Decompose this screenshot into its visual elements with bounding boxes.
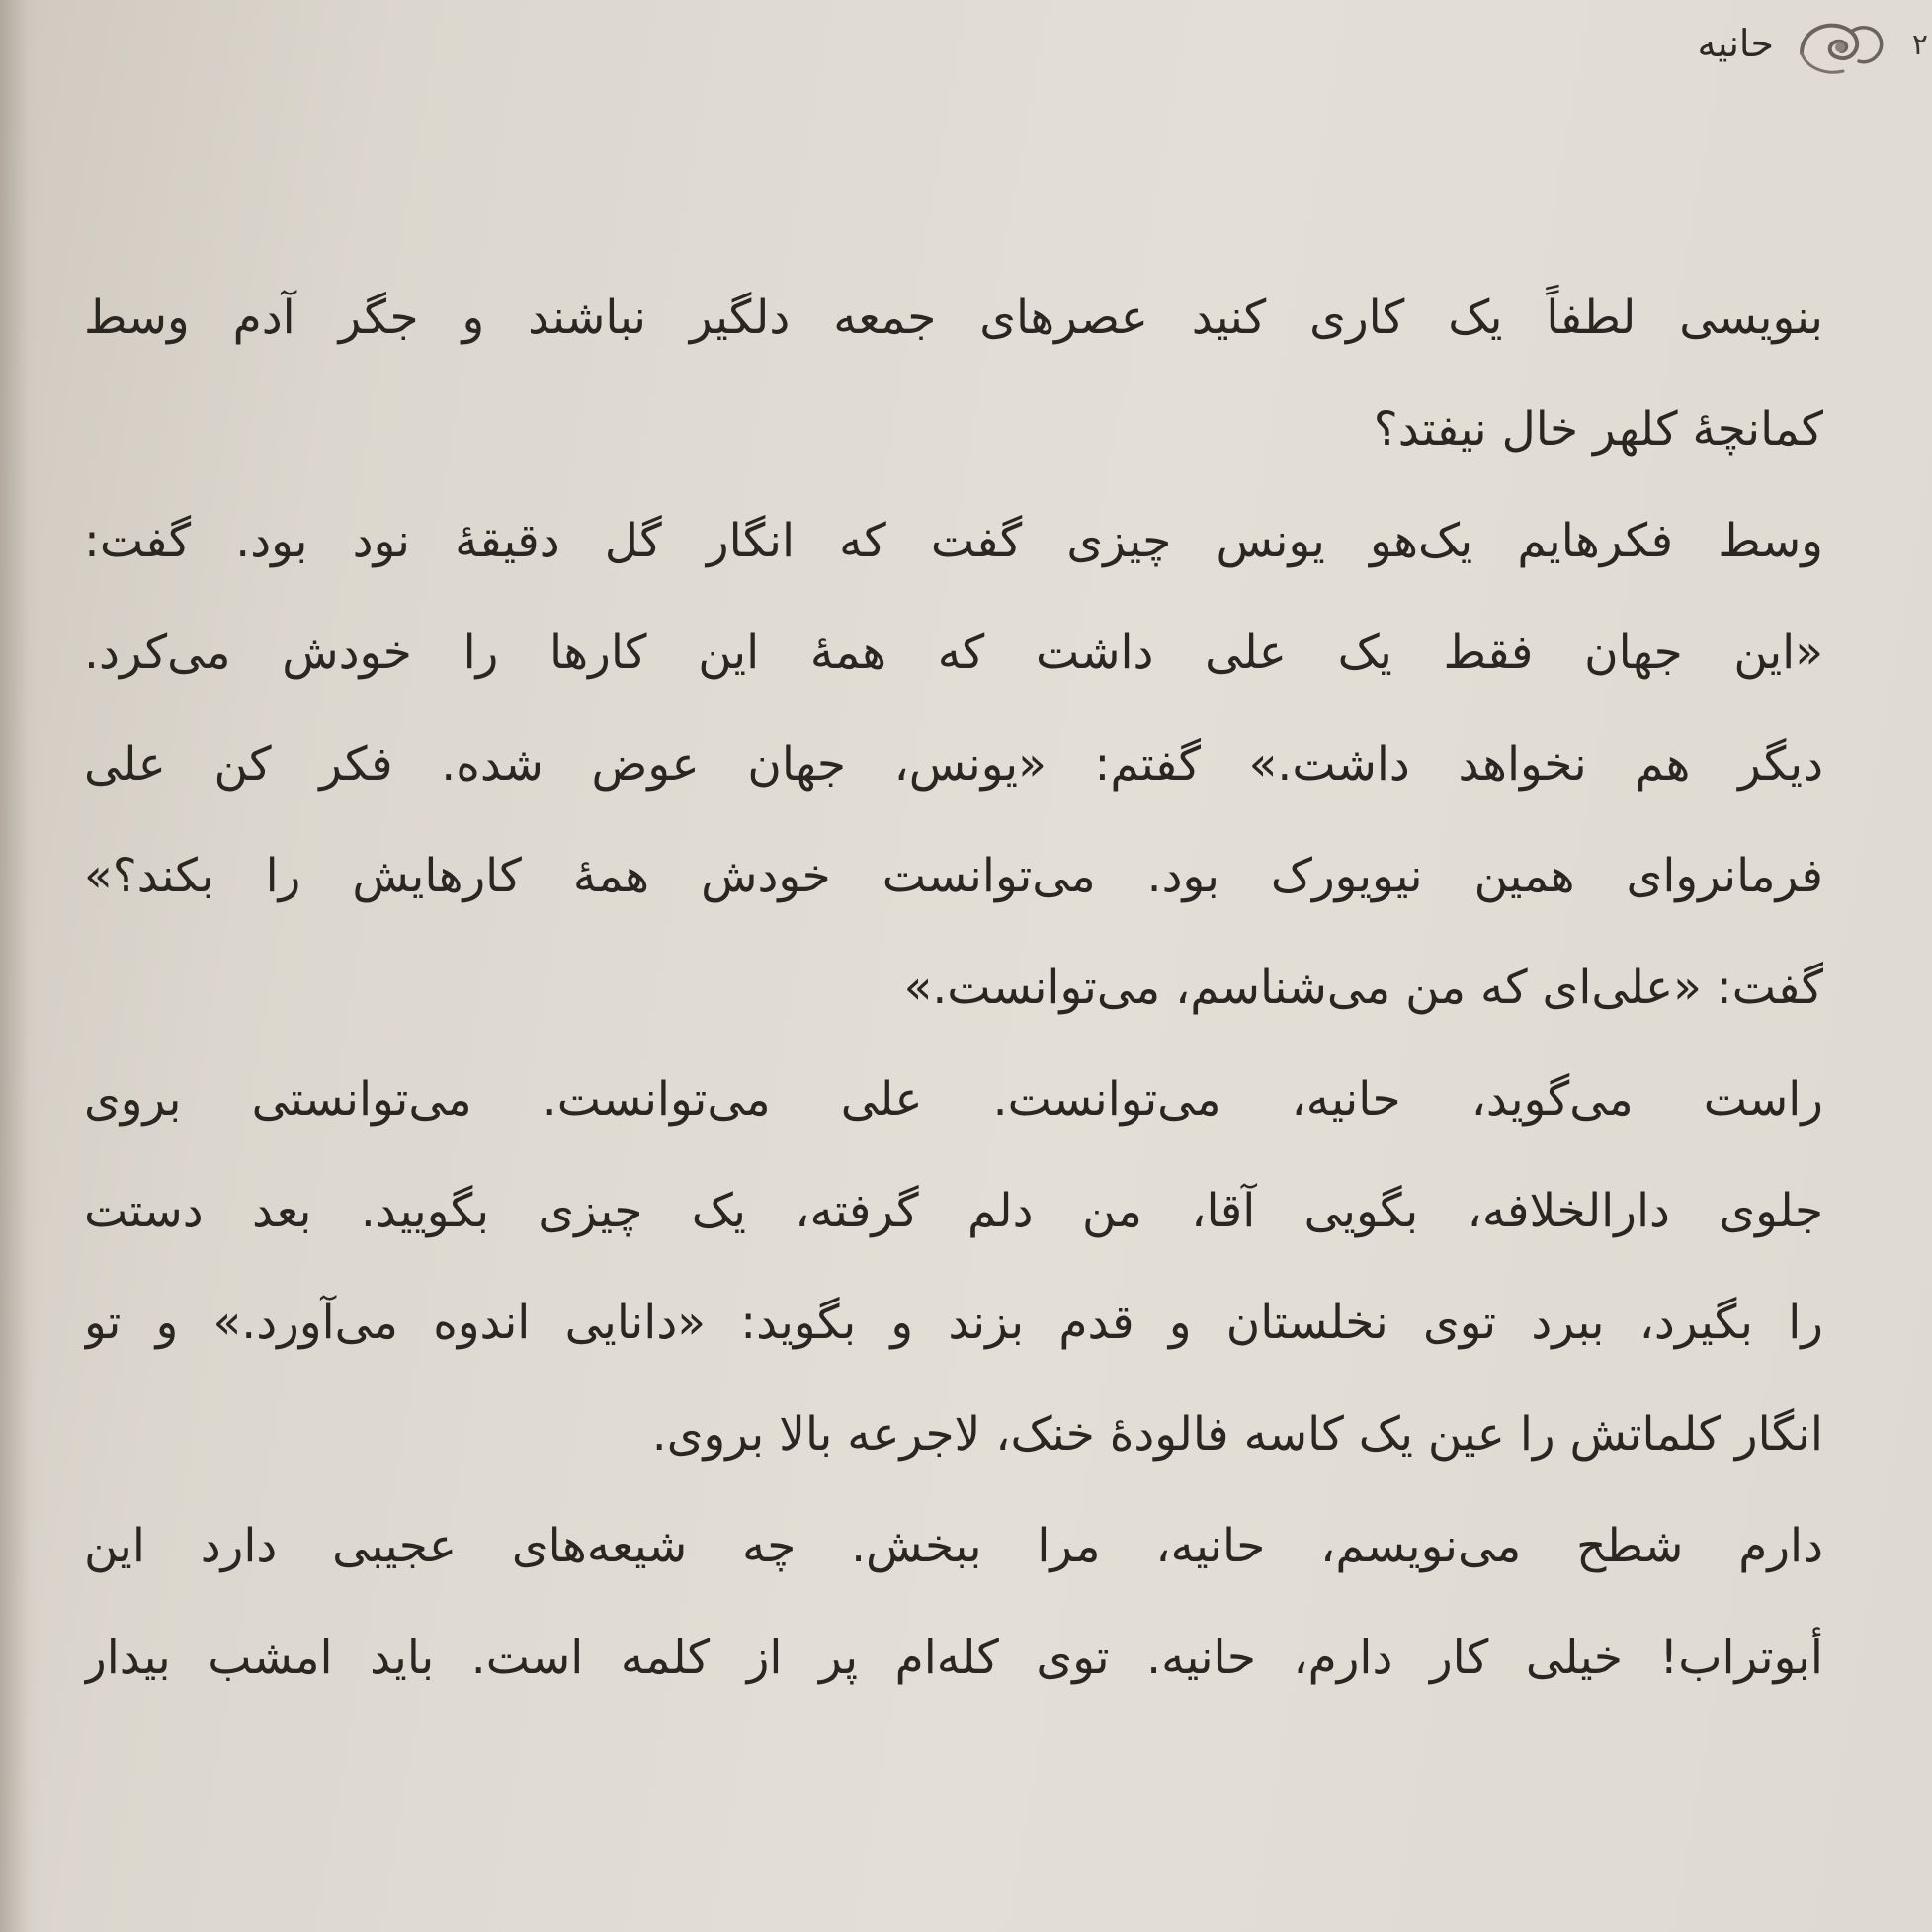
paragraph (84, 1044, 1823, 1490)
paragraph (84, 262, 1823, 485)
text-line: «این جهان فقط یک علی داشت که همهٔ این کارها را خودش می‌کرد. (84, 626, 1823, 680)
page-gutter-shadow (0, 0, 42, 1932)
text-line: دیگر هم نخواهد داشت.» گفتم: «یونس، جهان عوض شده. فکر کن علی (84, 737, 1823, 792)
page-number: ۲ (1911, 28, 1928, 62)
text-line: دارم شطح می‌نویسم، حانیه، مرا ببخش. چه شیعه‌های عجیبی دارد این (84, 1519, 1823, 1573)
text-line: را بگیرد، ببرد توی نخلستان و قدم بزند و بگوید: «دانایی اندوه می‌آورد.» و تو (84, 1296, 1823, 1350)
text-line: وسط فکرهایم یک‌هو یونس چیزی گفت که انگار گل دقیقهٔ نود بود. گفت: (84, 514, 1823, 568)
text-line: بنویسی لطفاً یک کاری کنید عصرهای جمعه دلگیر نباشند و جگر آدم وسط (84, 291, 1823, 345)
text-line: گفت: «علی‌ای که من می‌شناسم، می‌توانست.» (903, 961, 1823, 1015)
text-line: فرمانروای همین نیویورک بود. می‌توانست خودش همهٔ کارهایش را بکند؟» (84, 849, 1823, 903)
text-line: کمانچهٔ کلهر خال نیفتد؟ (1373, 402, 1823, 457)
running-title: حانیه (1697, 22, 1774, 65)
swirl-ornament-icon (1794, 14, 1885, 79)
text-line: انگار کلماتش را عین یک کاسه فالودهٔ خنک، لاجرعه بالا بروی. (651, 1407, 1823, 1462)
text-line: جلوی دارالخلافه، بگویی آقا، من دلم گرفته، یک چیزی بگویید. بعد دستت (84, 1184, 1823, 1238)
text-line: راست می‌گوید، حانیه، می‌توانست. علی می‌توانست. می‌توانستی بروی (84, 1072, 1823, 1127)
paragraph (84, 485, 1823, 1044)
page-header (1517, 14, 1932, 93)
paragraph (84, 1490, 1823, 1714)
body-text (84, 262, 1823, 1714)
text-line: أبوتراب! خیلی کار دارم، حانیه. توی کله‌ام پر از کلمه است. باید امشب بیدار (84, 1631, 1823, 1685)
